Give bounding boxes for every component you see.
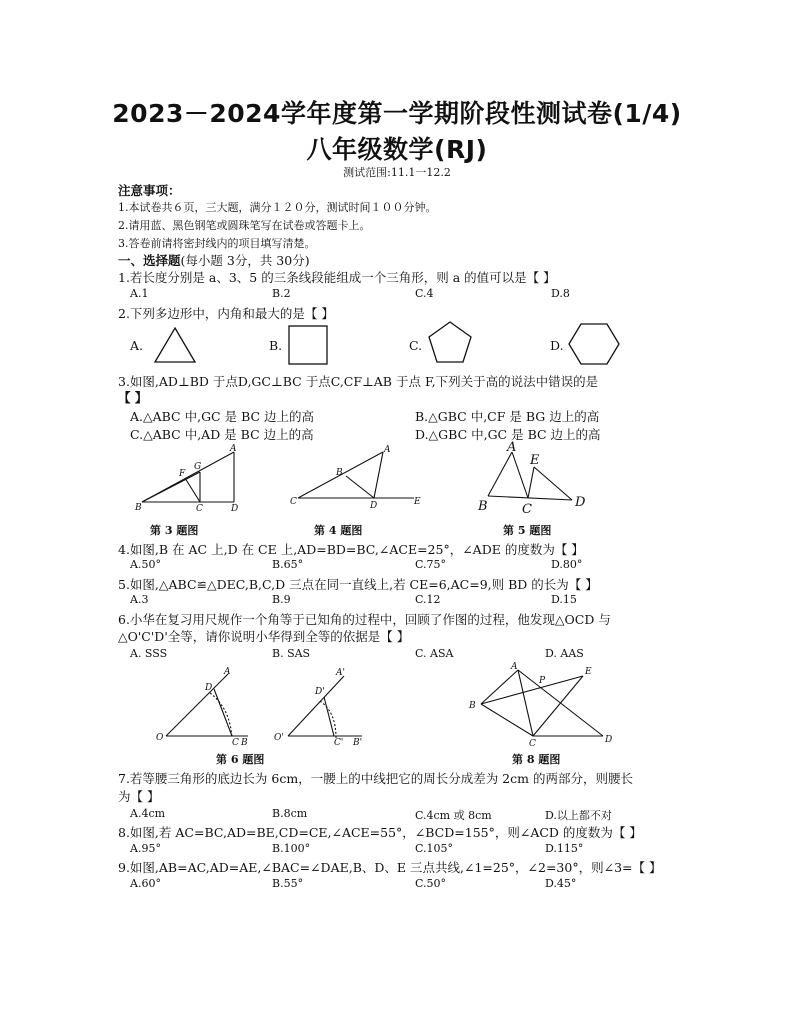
option: B.55°: [272, 877, 304, 890]
figure-3: [130, 440, 250, 516]
option: A.4cm: [130, 807, 166, 820]
question-stem: 8.如图,若 AC=BC,AD=BE,CD=CE,∠ACE=55°，∠BCD=155°，则∠ACD 的度数为【 】: [118, 825, 642, 840]
notice-heading: 注意事项：: [118, 183, 181, 198]
option: C.105°: [415, 842, 454, 855]
section-heading: [118, 251, 310, 269]
option: B.8cm: [272, 807, 308, 820]
option: C.75°: [415, 558, 447, 571]
question-stem-continued: 【 】: [118, 390, 148, 405]
option: A.: [130, 338, 144, 353]
option: D.15: [551, 593, 577, 606]
question-stem: 3.如图,AD⊥BD 于点D,GC⊥BC 于点C,CF⊥AB 于点 F,下列关于高的说法中错误的是: [118, 374, 599, 389]
figure-label: B: [469, 701, 476, 711]
figure-label: D: [205, 683, 213, 693]
figure-6: [152, 660, 382, 748]
option: C.4cm 或 8cm: [415, 809, 492, 822]
figure-label: B: [241, 738, 248, 748]
figure-8: [463, 658, 623, 748]
figure-caption: 第 8 题图: [512, 753, 561, 766]
figure-label: D': [315, 687, 325, 697]
figure-label: B: [336, 468, 343, 478]
option: D.45°: [545, 877, 577, 890]
square-shape: [286, 322, 332, 368]
option: D.以上都不对: [545, 809, 612, 822]
figure-label: D: [370, 501, 378, 511]
section-title: 一、选择题: [118, 253, 181, 268]
hexagon-shape: [567, 320, 621, 368]
figure-label: B: [478, 499, 488, 514]
option: B.: [269, 338, 283, 353]
option: A.60°: [130, 877, 161, 890]
figure-label: D: [575, 495, 586, 510]
notice-line: 1.本试卷共６页，三大题，满分１２０分，测试时间１００分钟。: [118, 201, 437, 214]
option: D.80°: [551, 558, 583, 571]
option: B. SAS: [272, 647, 311, 660]
figure-5: [474, 440, 594, 520]
question-stem: 7.若等腰三角形的底边长为 6cm，一腰上的中线把它的周长分成差为 2cm 的两部分，则腰长: [118, 771, 633, 786]
question-stem-continued: 为【 】: [118, 789, 160, 804]
option: C.4: [415, 287, 434, 300]
option: A.1: [130, 287, 149, 300]
question-stem: 2.下列多边形中，内角和最大的是【 】: [118, 306, 334, 321]
option: C.△ABC 中,AD 是 BC 边上的高: [130, 427, 314, 442]
question-stem: 1.若长度分别是 a、3、5 的三条线段能组成一个三角形，则 a 的值可以是【 】: [118, 270, 556, 285]
option: C. ASA: [415, 647, 454, 660]
option: D. AAS: [545, 647, 584, 660]
option: D.8: [551, 287, 570, 300]
option: A.△ABC 中,GC 是 BC 边上的高: [130, 409, 315, 424]
figure-label: E: [414, 497, 421, 507]
option: D.115°: [545, 842, 584, 855]
option: B.2: [272, 287, 291, 300]
page-title: 2023－2024学年度第一学期阶段性测试卷(1/4): [112, 99, 682, 128]
figure-caption: 第 6 题图: [216, 753, 265, 766]
option: C.50°: [415, 877, 447, 890]
triangle-shape: [150, 322, 200, 368]
figure-label: A: [384, 445, 391, 455]
figure-label: A: [511, 662, 518, 672]
figure-label: P: [539, 676, 546, 686]
figure-label: A: [230, 444, 237, 454]
figure-label: E: [530, 453, 540, 468]
figure-label: C: [529, 739, 536, 748]
figure-label: F: [179, 469, 186, 479]
question-stem: 9.如图,AB=AC,AD=AE,∠BAC=∠DAE,B、D、E 三点共线,∠1=25°，∠2=30°，则∠3=【 】: [118, 860, 662, 875]
figure-label: C: [290, 497, 297, 507]
figure-label: C': [334, 738, 344, 748]
option: C.12: [415, 593, 441, 606]
section-note: (每小题 3分，共 30分): [180, 253, 310, 268]
figure-label: A: [224, 667, 231, 677]
option: B.65°: [272, 558, 304, 571]
test-range: 测试范围:11.1一12.2: [343, 166, 451, 179]
figure-label: C: [232, 738, 239, 748]
figure-caption: 第 3 题图: [150, 524, 199, 537]
question-stem: 4.如图,B 在 AC 上,D 在 CE 上,AD=BD=BC,∠ACE=25°，∠ADE 的度数为【 】: [118, 542, 584, 557]
option: C.: [409, 338, 423, 353]
option: B.△GBC 中,CF 是 BG 边上的高: [415, 409, 600, 424]
option: D.△GBC 中,GC 是 BC 边上的高: [415, 427, 601, 442]
figure-label: D: [605, 735, 613, 745]
page-subtitle: 八年级数学(RJ): [306, 135, 488, 164]
figure-caption: 第 5 题图: [503, 524, 552, 537]
figure-label: O: [156, 733, 164, 743]
figure-label: D: [231, 504, 239, 514]
option: A.50°: [130, 558, 161, 571]
figure-label: B': [353, 738, 363, 748]
option: A. SSS: [130, 647, 168, 660]
option: B.100°: [272, 842, 311, 855]
notice-line: 3.答卷前请将密封线内的项目填写清楚。: [118, 237, 316, 250]
figure-label: C: [522, 502, 532, 517]
figure-label: E: [585, 667, 592, 677]
option: A.3: [130, 593, 149, 606]
question-stem-continued: △O'C'D'全等，请你说明小华得到全等的依据是【 】: [118, 629, 410, 644]
pentagon-shape: [424, 318, 476, 368]
figure-label: A: [507, 440, 517, 455]
question-stem: 5.如图,△ABC≌△DEC,B,C,D 三点在同一直线上,若 CE=6,AC=9,则 BD 的长为【 】: [118, 577, 598, 592]
figure-label: C: [196, 504, 203, 514]
option: A.95°: [130, 842, 161, 855]
option: D.: [550, 338, 564, 353]
figure-label: A': [336, 668, 345, 678]
figure-label: B: [135, 503, 142, 513]
figure-label: O': [274, 733, 284, 743]
notice-line: 2.请用蓝、黑色钢笔或圆珠笔写在试卷或答题卡上。: [118, 219, 371, 232]
figure-caption: 第 4 题图: [314, 524, 363, 537]
option: B.9: [272, 593, 291, 606]
figure-label: G: [194, 462, 202, 472]
question-stem: 6.小华在复习用尺规作一个角等于已知角的过程中，回顾了作图的过程，他发现△OCD 与: [118, 612, 611, 627]
figure-4: [288, 440, 428, 516]
